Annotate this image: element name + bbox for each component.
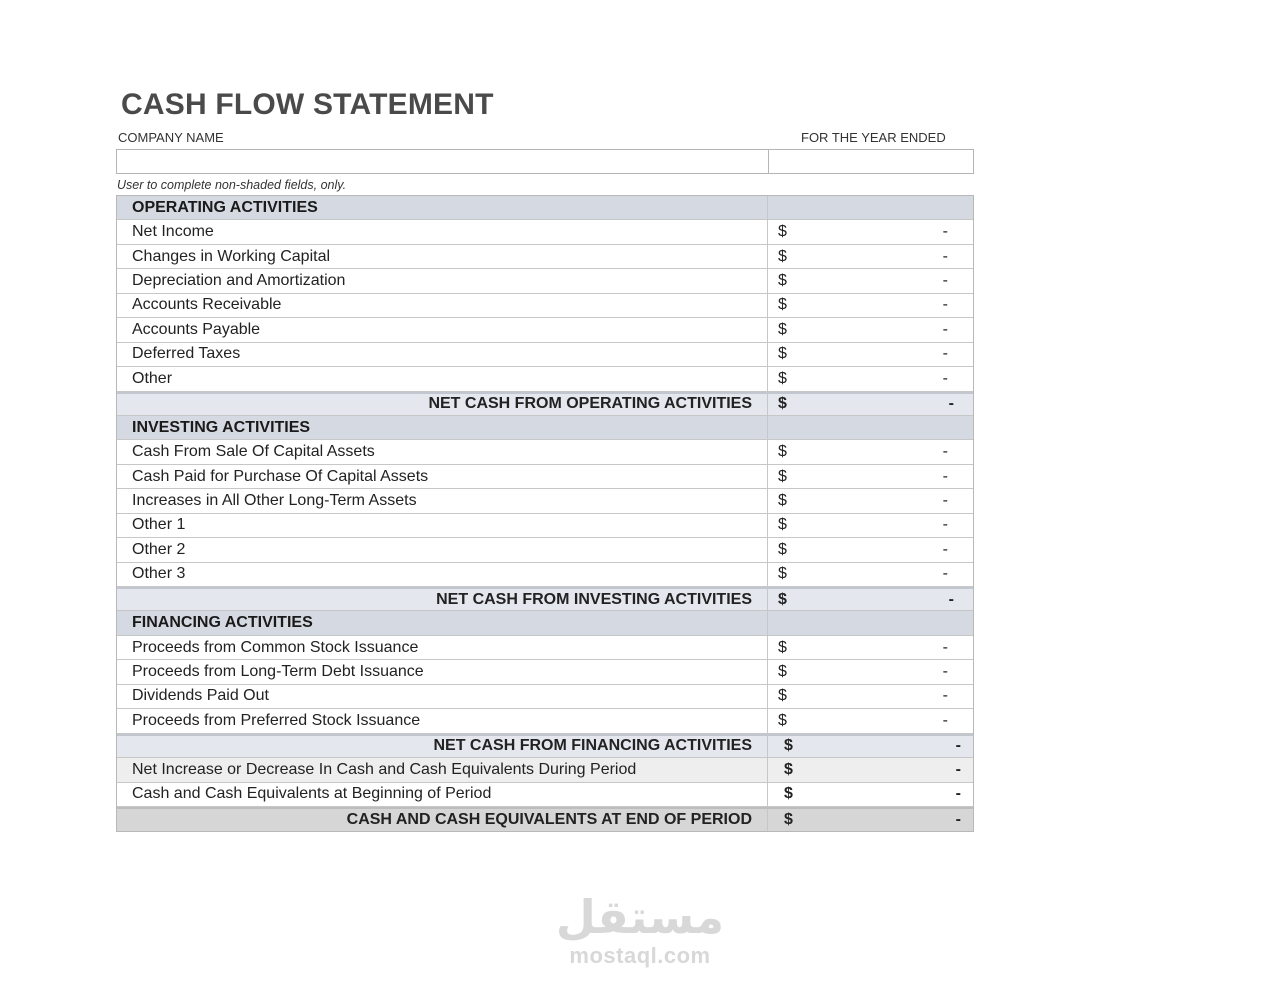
row-label: Other 3 (117, 563, 768, 586)
section-header-label: FINANCING ACTIVITIES (117, 611, 768, 634)
page-title: CASH FLOW STATEMENT (121, 88, 494, 121)
section-header-value (768, 196, 973, 219)
ending-cash-row (117, 807, 973, 831)
table-row (117, 294, 973, 318)
section-header-label: OPERATING ACTIVITIES (117, 196, 768, 219)
amount: - (942, 687, 948, 705)
watermark (540, 890, 740, 968)
year-ended-field[interactable] (769, 150, 973, 173)
table-row (117, 318, 973, 342)
total-value (768, 809, 973, 831)
row-value[interactable] (768, 294, 973, 317)
row-label: Proceeds from Preferred Stock Issuance (117, 709, 768, 732)
amount: - (942, 638, 948, 656)
currency-symbol: $ (778, 590, 787, 608)
amount: - (955, 737, 961, 755)
year-ended-label: FOR THE YEAR ENDED (801, 130, 946, 145)
row-label: Dividends Paid Out (117, 685, 768, 708)
table-row (117, 343, 973, 367)
amount: - (942, 345, 948, 363)
amount: - (942, 369, 948, 387)
row-value[interactable] (768, 245, 973, 268)
currency-symbol: $ (784, 760, 793, 778)
total-row-investing (117, 587, 973, 611)
total-row-financing (117, 734, 973, 758)
amount: - (948, 395, 954, 413)
table-row (117, 367, 973, 391)
currency-symbol: $ (778, 395, 787, 413)
cash-flow-table (116, 195, 974, 832)
amount: - (955, 760, 961, 778)
table-row (117, 563, 973, 587)
currency-symbol: $ (778, 663, 787, 681)
row-value[interactable] (768, 440, 973, 463)
row-label: Net Increase or Decrease In Cash and Cash Equivalents During Period (117, 758, 768, 781)
row-label: Cash Paid for Purchase Of Capital Assets (117, 465, 768, 488)
row-label: Net Income (117, 220, 768, 243)
currency-symbol: $ (778, 565, 787, 583)
currency-symbol: $ (778, 369, 787, 387)
amount: - (942, 711, 948, 729)
table-row (117, 440, 973, 464)
row-value[interactable] (768, 783, 973, 806)
row-label: Deferred Taxes (117, 343, 768, 366)
row-value[interactable] (768, 660, 973, 683)
company-name-label: COMPANY NAME (118, 130, 224, 145)
row-value[interactable] (768, 367, 973, 390)
section-header-financing (117, 611, 973, 635)
total-row-operating (117, 392, 973, 416)
beginning-cash-row (117, 783, 973, 807)
row-label: Other 1 (117, 514, 768, 537)
section-header-value (768, 416, 973, 439)
row-value[interactable] (768, 563, 973, 586)
row-value[interactable] (768, 318, 973, 341)
row-value[interactable] (768, 220, 973, 243)
total-value (768, 736, 973, 757)
total-value (768, 589, 973, 610)
total-label: CASH AND CASH EQUIVALENTS AT END OF PERIOD (117, 809, 768, 831)
row-value[interactable] (768, 514, 973, 537)
amount: - (942, 320, 948, 338)
table-row (117, 465, 973, 489)
currency-symbol: $ (778, 296, 787, 314)
row-label: Other (117, 367, 768, 390)
total-label: NET CASH FROM OPERATING ACTIVITIES (117, 394, 768, 415)
row-value[interactable] (768, 489, 973, 512)
row-value[interactable] (768, 465, 973, 488)
total-value (768, 394, 973, 415)
amount: - (942, 296, 948, 314)
amount: - (955, 811, 961, 829)
row-label: Cash From Sale Of Capital Assets (117, 440, 768, 463)
currency-symbol: $ (784, 785, 793, 803)
amount: - (955, 785, 961, 803)
amount: - (942, 540, 948, 558)
row-label: Proceeds from Long-Term Debt Issuance (117, 660, 768, 683)
section-header-investing (117, 416, 973, 440)
currency-symbol: $ (778, 711, 787, 729)
section-header-label: INVESTING ACTIVITIES (117, 416, 768, 439)
row-label: Accounts Receivable (117, 294, 768, 317)
header-input-row (116, 149, 974, 174)
currency-symbol: $ (778, 272, 787, 290)
row-label: Accounts Payable (117, 318, 768, 341)
total-label: NET CASH FROM INVESTING ACTIVITIES (117, 589, 768, 610)
currency-symbol: $ (778, 443, 787, 461)
amount: - (942, 272, 948, 290)
row-value[interactable] (768, 709, 973, 732)
table-row (117, 660, 973, 684)
currency-symbol: $ (784, 737, 793, 755)
row-value[interactable] (768, 343, 973, 366)
currency-symbol: $ (778, 638, 787, 656)
watermark-arabic: مستقل (555, 891, 725, 943)
currency-symbol: $ (778, 516, 787, 534)
row-label: Other 2 (117, 538, 768, 561)
total-label: NET CASH FROM FINANCING ACTIVITIES (117, 736, 768, 757)
row-value[interactable] (768, 538, 973, 561)
amount: - (942, 663, 948, 681)
table-row (117, 538, 973, 562)
row-value[interactable] (768, 636, 973, 659)
row-label: Changes in Working Capital (117, 245, 768, 268)
row-label: Increases in All Other Long-Term Assets (117, 489, 768, 512)
amount: - (942, 247, 948, 265)
row-label: Proceeds from Common Stock Issuance (117, 636, 768, 659)
currency-symbol: $ (778, 223, 787, 241)
currency-symbol: $ (778, 491, 787, 509)
amount: - (948, 590, 954, 608)
row-value[interactable] (768, 685, 973, 708)
table-row (117, 220, 973, 244)
currency-symbol: $ (778, 687, 787, 705)
amount: - (942, 516, 948, 534)
row-value[interactable] (768, 269, 973, 292)
instruction-note: User to complete non-shaded fields, only. (117, 178, 347, 192)
section-header-value (768, 611, 973, 634)
amount: - (942, 565, 948, 583)
table-row (117, 489, 973, 513)
table-row (117, 269, 973, 293)
company-name-field[interactable] (117, 150, 769, 173)
table-row (117, 514, 973, 538)
section-header-operating (117, 196, 973, 220)
table-row (117, 685, 973, 709)
amount: - (942, 223, 948, 241)
row-label: Depreciation and Amortization (117, 269, 768, 292)
currency-symbol: $ (778, 247, 787, 265)
currency-symbol: $ (778, 320, 787, 338)
watermark-latin: mostaql.com (569, 943, 711, 968)
currency-symbol: $ (784, 811, 793, 829)
amount: - (942, 443, 948, 461)
amount: - (942, 491, 948, 509)
currency-symbol: $ (778, 467, 787, 485)
currency-symbol: $ (778, 345, 787, 363)
net-change-row (117, 758, 973, 782)
row-label: Cash and Cash Equivalents at Beginning of Period (117, 783, 768, 806)
table-row (117, 636, 973, 660)
row-value (768, 758, 973, 781)
table-row (117, 245, 973, 269)
amount: - (942, 467, 948, 485)
currency-symbol: $ (778, 540, 787, 558)
table-row (117, 709, 973, 733)
